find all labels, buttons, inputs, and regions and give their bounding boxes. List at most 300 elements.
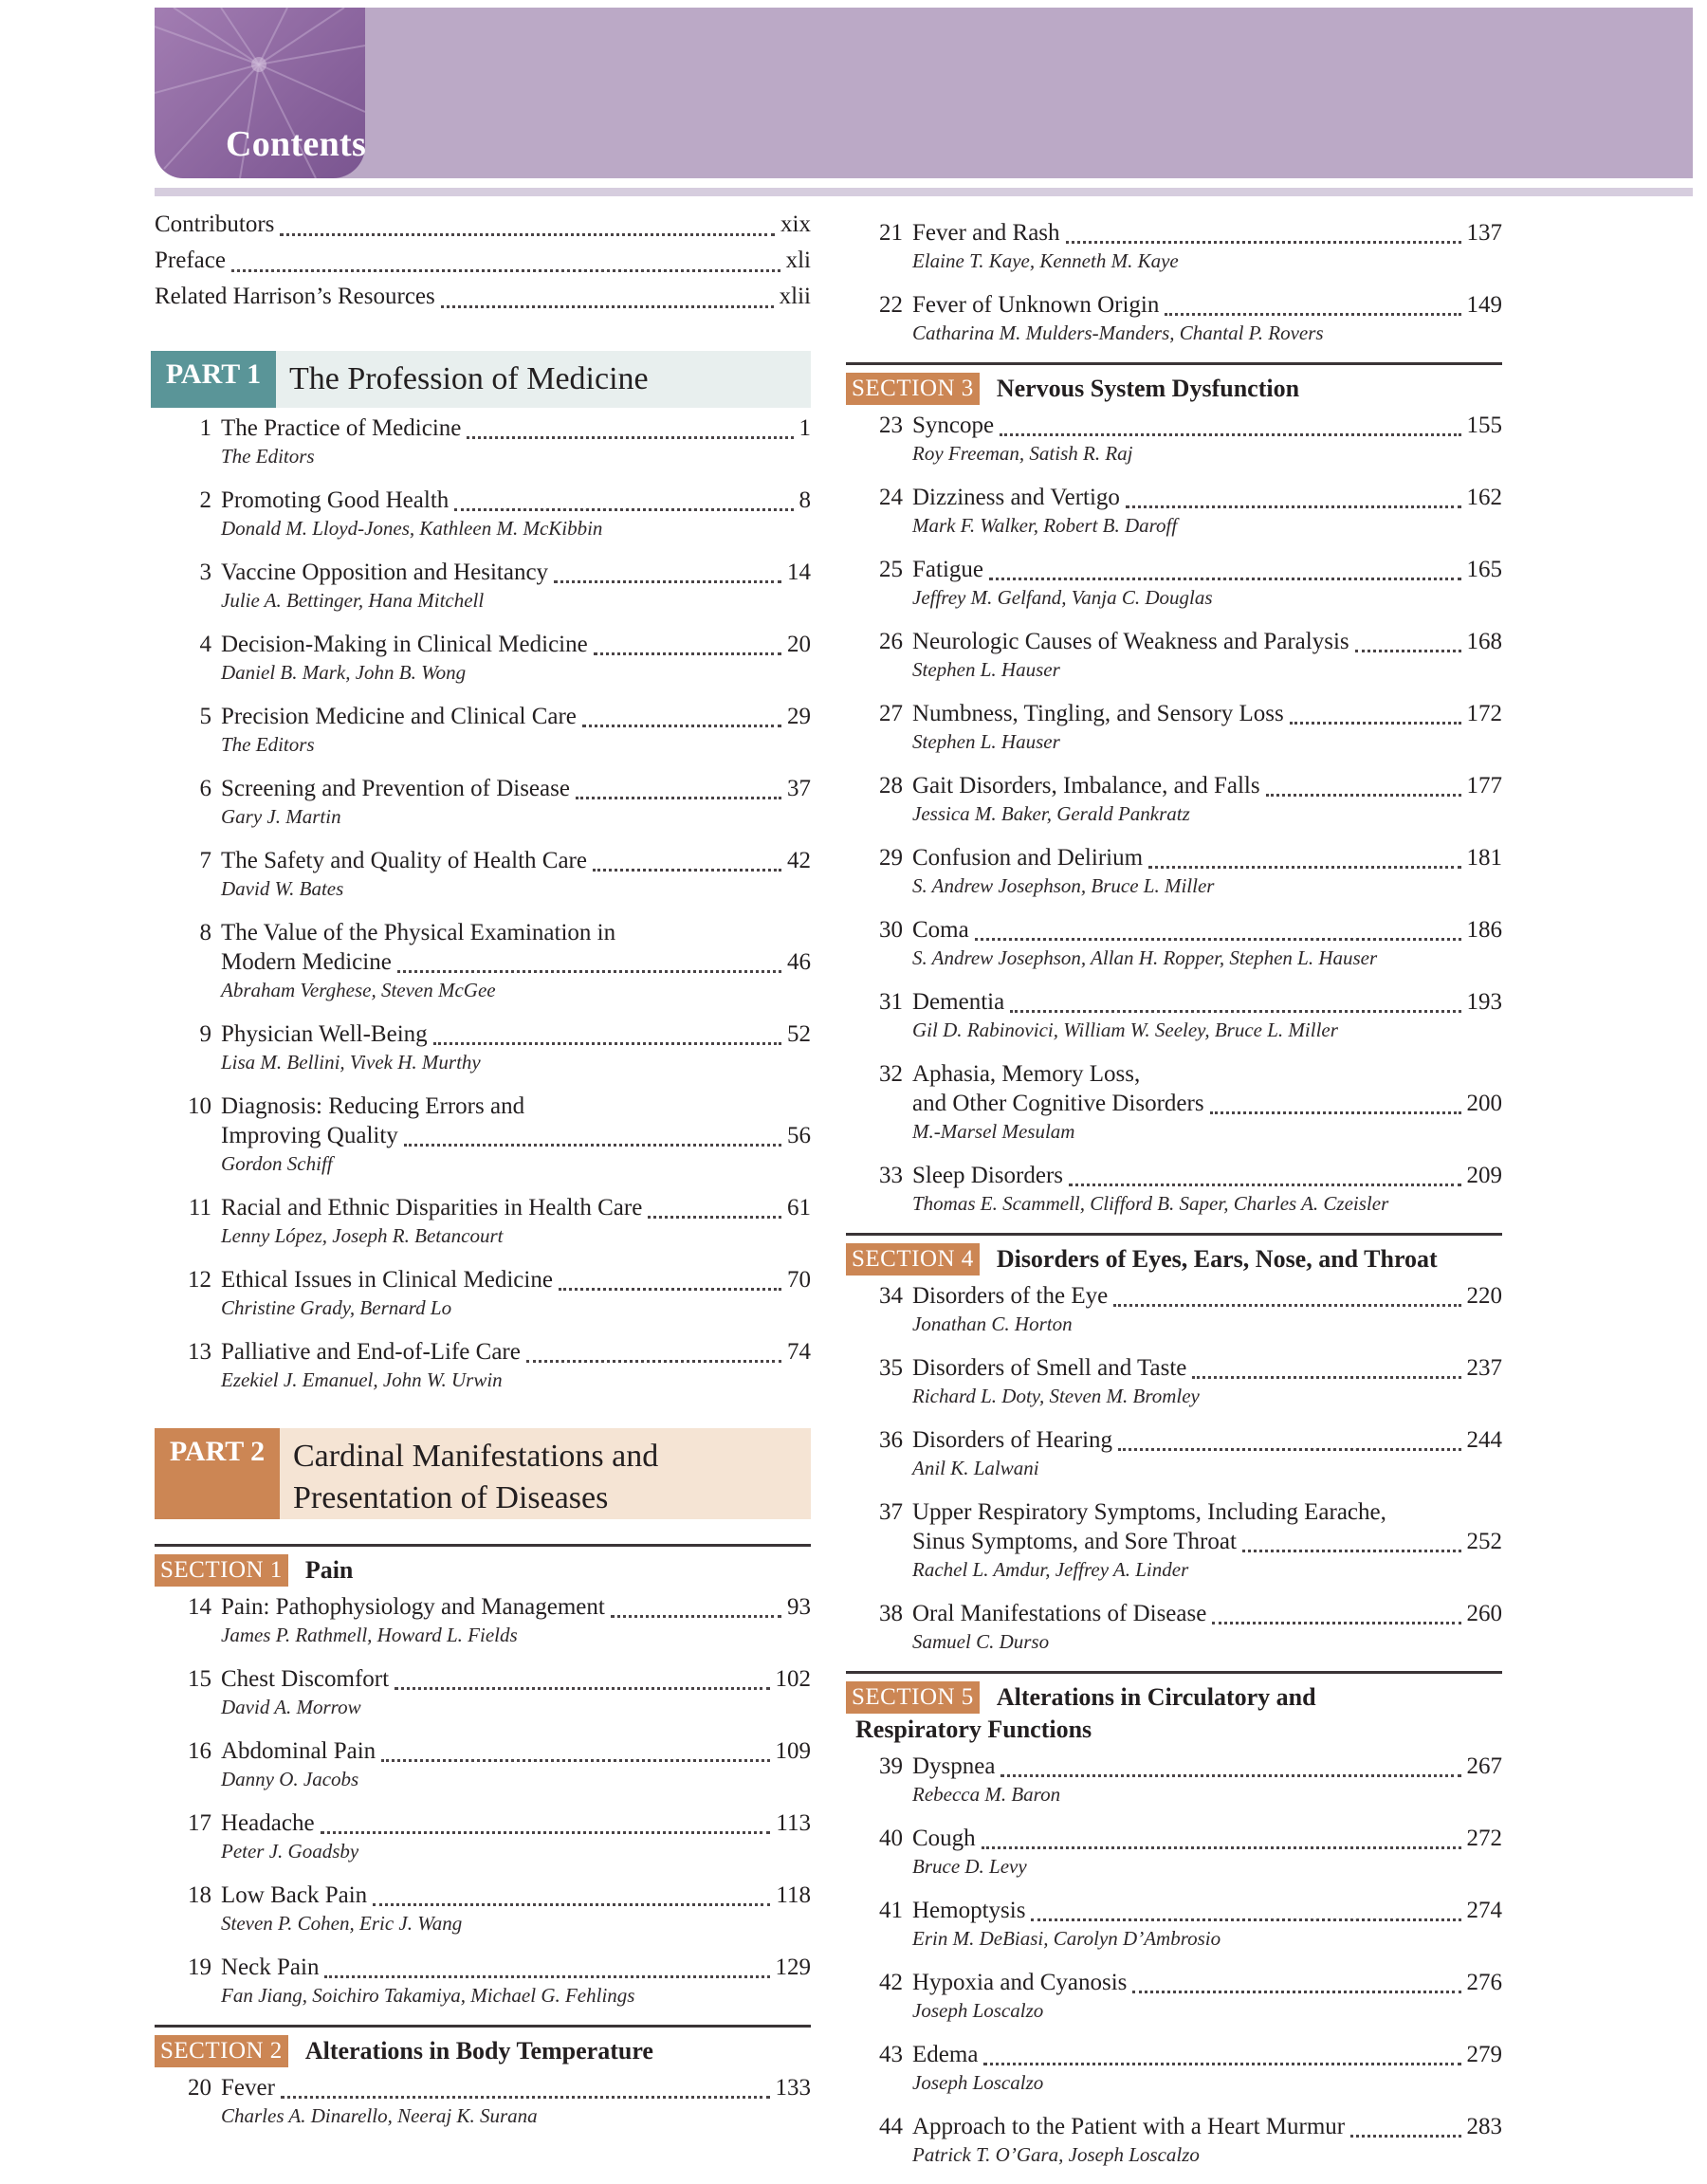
header-rule (155, 188, 1693, 196)
chapter-authors: David W. Bates (221, 877, 344, 900)
chapter-authors: Stephen L. Hauser (912, 730, 1060, 753)
chapter-number: 20 (188, 2075, 211, 2101)
chapter-entry[interactable] (846, 1161, 1502, 1218)
chapter-entry[interactable] (155, 486, 811, 542)
part-2-heading (155, 1428, 811, 1519)
chapter-title: Cough (912, 1826, 976, 1851)
chapter-title: Low Back Pain (221, 1882, 368, 1908)
page-number: 272 (1466, 1826, 1502, 1851)
chapter-entry[interactable] (846, 699, 1502, 756)
leader-dots (1266, 794, 1461, 797)
chapter-title: The Safety and Quality of Health Care (221, 848, 587, 873)
leader-dots (975, 938, 1461, 941)
chapter-number: 27 (879, 701, 903, 726)
chapter-entry[interactable] (155, 918, 811, 1004)
chapter-title: Dyspnea (912, 1753, 996, 1779)
chapter-number: 13 (188, 1339, 211, 1365)
chapter-entry[interactable] (846, 1425, 1502, 1482)
leader-dots (321, 1831, 771, 1834)
chapter-number: 22 (879, 292, 903, 318)
part-label: PART 2 (155, 1428, 280, 1519)
leader-dots (1126, 505, 1461, 508)
front-matter-item[interactable]: Preface xli (155, 248, 811, 273)
page-number: 93 (787, 1594, 811, 1620)
chapter-entry[interactable] (155, 630, 811, 687)
chapter-authors: The Editors (221, 733, 315, 756)
chapter-authors: Jeffrey M. Gelfand, Vanja C. Douglas (912, 586, 1213, 609)
chapter-title: Pain: Pathophysiology and Management (221, 1594, 605, 1620)
chapter-authors: Richard L. Doty, Steven M. Bromley (912, 1385, 1200, 1407)
chapter-number: 35 (879, 1355, 903, 1381)
page-number: 162 (1466, 485, 1502, 510)
chapter-authors: Bruce D. Levy (912, 1855, 1027, 1878)
part-1-heading (151, 351, 811, 408)
chapter-number: 12 (188, 1267, 211, 1293)
leader-dots (373, 1903, 770, 1906)
page-number: 186 (1466, 917, 1502, 943)
chapter-number: 23 (879, 413, 903, 438)
section-label: SECTION 2 (155, 2035, 288, 2067)
section-title: Alterations in Body Temperature (304, 2037, 653, 2065)
chapter-entry[interactable] (155, 1337, 811, 1394)
chapter-number: 17 (188, 1810, 211, 1836)
leader-dots (1066, 241, 1461, 244)
chapter-entry[interactable] (155, 413, 811, 470)
chapter-number: 8 (199, 920, 211, 945)
leader-dots (1031, 1918, 1460, 1921)
chapter-title: Chest Discomfort (221, 1666, 390, 1692)
chapter-entry[interactable] (846, 483, 1502, 540)
page-number: 279 (1466, 2042, 1502, 2067)
chapter-entry[interactable] (155, 1736, 811, 1793)
chapter-entry[interactable] (155, 1664, 811, 1721)
page-number: 20 (787, 632, 811, 657)
front-matter-item[interactable]: Contributors xix (155, 211, 811, 237)
chapter-number: 1 (199, 415, 211, 441)
chapter-number: 41 (879, 1898, 903, 1923)
section-label: SECTION 3 (846, 373, 980, 405)
chapter-number: 26 (879, 629, 903, 654)
page-number: 165 (1466, 557, 1502, 582)
chapter-authors: Roy Freeman, Satish R. Raj (912, 442, 1133, 465)
chapter-number: 2 (199, 487, 211, 513)
chapter-number: 32 (879, 1061, 903, 1087)
page-number: 168 (1466, 629, 1502, 654)
chapter-title: Improving Quality (221, 1123, 398, 1148)
page-number: 172 (1466, 701, 1502, 726)
right-sections (846, 218, 1502, 2169)
leader-dots (594, 652, 781, 655)
chapter-number: 25 (879, 557, 903, 582)
section-block (846, 1671, 1502, 2169)
chapter-entry[interactable] (846, 1896, 1502, 1953)
chapter-title: Confusion and Delirium (912, 845, 1144, 871)
page-number: 133 (775, 2075, 811, 2101)
front-matter (155, 207, 811, 315)
page-number: 237 (1466, 1355, 1502, 1381)
page-number: 220 (1466, 1283, 1502, 1309)
chapter-entry[interactable] (846, 1599, 1502, 1656)
chapter-entry[interactable] (846, 843, 1502, 900)
chapter-number: 34 (879, 1283, 903, 1309)
chapter-number: 44 (879, 2114, 903, 2139)
chapter-title: Screening and Prevention of Disease (221, 776, 570, 801)
section-heading (155, 2025, 811, 2067)
chapter-title: Physician Well-Being (221, 1021, 428, 1047)
page-number: 29 (787, 704, 811, 729)
chapter-title: Oral Manifestations of Disease (912, 1601, 1207, 1626)
chapter-authors: S. Andrew Josephson, Allan H. Ropper, Stephen L. Hauser (912, 946, 1378, 969)
chapter-authors: Samuel C. Durso (912, 1630, 1050, 1653)
chapter-number: 21 (879, 220, 903, 246)
page-number: 177 (1466, 773, 1502, 798)
page-number: 155 (1466, 413, 1502, 438)
chapter-authors: David A. Morrow (221, 1696, 361, 1718)
leader-dots (554, 580, 781, 583)
page-number: 193 (1466, 989, 1502, 1015)
chapter-entry[interactable] (155, 558, 811, 615)
chapter-number: 9 (199, 1021, 211, 1047)
chapter-number: 6 (199, 776, 211, 801)
page-number: 252 (1466, 1529, 1502, 1554)
page-number: 1 (798, 415, 811, 441)
chapter-number: 24 (879, 485, 903, 510)
page-number: 283 (1466, 2114, 1502, 2139)
chapter-entry[interactable] (846, 1353, 1502, 1410)
chapter-title: Decision-Making in Clinical Medicine (221, 632, 588, 657)
chapter-entry[interactable] (846, 2112, 1502, 2169)
leader-dots (1290, 722, 1461, 725)
chapter-number: 16 (188, 1738, 211, 1764)
chapter-title: Palliative and End-of-Life Care (221, 1339, 521, 1365)
leader-dots (983, 2063, 1460, 2065)
chapter-authors: Steven P. Cohen, Eric J. Wang (221, 1912, 463, 1935)
chapter-title: Promoting Good Health (221, 487, 450, 513)
page-number: 37 (787, 776, 811, 801)
chapter-entry[interactable] (155, 774, 811, 831)
leader-dots (1210, 1111, 1461, 1114)
part-label: PART 1 (151, 351, 276, 408)
part-title: Cardinal Manifestations and Presentation of Diseases (280, 1428, 811, 1519)
leader-dots (1069, 1184, 1461, 1186)
chapter-number: 33 (879, 1163, 903, 1188)
chapter-title: Syncope (912, 413, 995, 438)
chapter-authors: Danny O. Jacobs (221, 1768, 359, 1790)
page-number: 61 (787, 1195, 811, 1220)
chapter-entry[interactable] (846, 1752, 1502, 1808)
chapter-title: Neck Pain (221, 1955, 320, 1980)
leader-dots (1132, 1991, 1460, 1993)
chapter-entry[interactable] (155, 1592, 811, 1649)
page-number: 74 (787, 1339, 811, 1365)
page-number: 113 (776, 1810, 811, 1836)
leader-dots (989, 578, 1461, 580)
chapter-number: 14 (188, 1594, 211, 1620)
chapter-authors: Gary J. Martin (221, 805, 341, 828)
section-block (846, 362, 1502, 1218)
chapter-entry[interactable] (155, 846, 811, 903)
chapter-number: 11 (188, 1195, 211, 1220)
chapter-authors: Joseph Loscalzo (912, 2071, 1044, 2094)
chapter-number: 18 (188, 1882, 211, 1908)
page-number: 200 (1466, 1091, 1502, 1116)
leader-dots (982, 1846, 1461, 1849)
part-title: The Profession of Medicine (276, 351, 811, 408)
chapter-title: Upper Respiratory Symptoms, Including Earache, (912, 1499, 1386, 1525)
chapter-authors: Fan Jiang, Soichiro Takamiya, Michael G. Fehlings (221, 1984, 635, 2007)
chapter-number: 36 (879, 1427, 903, 1453)
section-heading (155, 1544, 811, 1587)
section-label: SECTION 5 (846, 1681, 980, 1714)
leader-dots (454, 508, 793, 511)
part-1-chapters (155, 413, 811, 1394)
leader-dots (648, 1216, 781, 1219)
chapter-entry[interactable] (155, 1808, 811, 1865)
chapter-entry[interactable] (846, 1824, 1502, 1881)
page-number: 267 (1466, 1753, 1502, 1779)
chapter-number: 30 (879, 917, 903, 943)
chapter-title: Aphasia, Memory Loss, (912, 1061, 1141, 1087)
section-title-continued: Respiratory Functions (855, 1716, 1092, 1743)
chapter-title: Diagnosis: Reducing Errors and (221, 1093, 525, 1119)
chapter-title: Modern Medicine (221, 949, 392, 975)
section-block (846, 1233, 1502, 1656)
leader-dots (559, 1288, 781, 1291)
page-number: 56 (787, 1123, 811, 1148)
page-number: 70 (787, 1267, 811, 1293)
page-number: 118 (776, 1882, 811, 1908)
chapter-title: Racial and Ethnic Disparities in Health Care (221, 1195, 643, 1220)
leader-dots (324, 1975, 769, 1978)
chapter-title: Disorders of the Eye (912, 1283, 1109, 1309)
chapter-number: 4 (199, 632, 211, 657)
chapter-number: 31 (879, 989, 903, 1015)
chapter-authors: Erin M. DeBiasi, Carolyn D’Ambrosio (912, 1927, 1221, 1950)
chapter-number: 19 (188, 1955, 211, 1980)
chapter-title: Headache (221, 1810, 315, 1836)
chapter-title: Coma (912, 917, 969, 943)
chapter-title: Sleep Disorders (912, 1163, 1063, 1188)
chapter-authors: Lenny López, Joseph R. Betancourt (221, 1224, 504, 1247)
chapter-authors: M.-Marsel Mesulam (912, 1120, 1075, 1143)
leader-dots (397, 970, 781, 973)
chapter-entry[interactable] (846, 555, 1502, 612)
chapter-authors: Charles A. Dinarello, Neeraj K. Surana (221, 2104, 538, 2127)
left-sections (155, 1544, 811, 2130)
chapter-title: Gait Disorders, Imbalance, and Falls (912, 773, 1260, 798)
chapter-authors: Julie A. Bettinger, Hana Mitchell (221, 589, 485, 612)
chapter-entry[interactable] (846, 1059, 1502, 1146)
chapter-title: Numbness, Tingling, and Sensory Loss (912, 701, 1284, 726)
leader-dots (1113, 1304, 1460, 1307)
leader-dots (281, 2096, 770, 2099)
chapter-authors: Gil D. Rabinovici, William W. Seeley, Bruce L. Miller (912, 1019, 1338, 1041)
front-matter-item[interactable]: Related Harrison’s Resources xlii (155, 284, 811, 309)
section-continuation (846, 218, 1502, 347)
leader-dots (611, 1615, 781, 1618)
page-title: Contents (226, 124, 367, 164)
leader-dots (1192, 1376, 1460, 1379)
chapter-title: Fatigue (912, 557, 983, 582)
chapter-title: Edema (912, 2042, 979, 2067)
header-banner (155, 8, 1693, 178)
page-number: 42 (787, 848, 811, 873)
chapter-title: Vaccine Opposition and Hesitancy (221, 560, 549, 585)
chapter-title: The Value of the Physical Examination in (221, 920, 616, 945)
chapter-authors: Mark F. Walker, Robert B. Daroff (912, 514, 1178, 537)
chapter-entry[interactable] (846, 1968, 1502, 2025)
chapter-entry[interactable] (846, 290, 1502, 347)
leader-dots (433, 1042, 781, 1045)
chapter-title: The Practice of Medicine (221, 415, 462, 441)
section-block (155, 1544, 811, 2010)
chapter-entry[interactable] (155, 702, 811, 759)
chapter-title: Disorders of Hearing (912, 1427, 1113, 1453)
chapter-number: 38 (879, 1601, 903, 1626)
chapter-authors: Christine Grady, Bernard Lo (221, 1296, 452, 1319)
leader-dots (576, 797, 781, 799)
chapter-entry[interactable] (846, 1281, 1502, 1338)
page-number: 181 (1466, 845, 1502, 871)
leader-dots (1000, 433, 1460, 436)
chapter-entry[interactable] (846, 771, 1502, 828)
section-title: Pain (304, 1556, 354, 1584)
chapter-authors: Jonathan C. Horton (912, 1312, 1073, 1335)
section-label: SECTION 4 (846, 1243, 980, 1276)
leader-dots (593, 869, 781, 872)
section-title: Disorders of Eyes, Ears, Nose, and Throat (996, 1245, 1438, 1273)
page-number: 274 (1466, 1898, 1502, 1923)
page-number: 129 (775, 1955, 811, 1980)
chapter-number: 7 (199, 848, 211, 873)
chapter-entry[interactable] (155, 1019, 811, 1076)
chapter-authors: Peter J. Goadsby (221, 1840, 359, 1863)
chapter-title: Hemoptysis (912, 1898, 1026, 1923)
page-number: 149 (1466, 292, 1502, 318)
leader-dots (1355, 650, 1461, 652)
chapter-entry[interactable] (846, 987, 1502, 1044)
section-label: SECTION 1 (155, 1554, 288, 1587)
leader-dots (1165, 313, 1460, 316)
chapter-entry[interactable] (846, 915, 1502, 972)
leader-dots (1118, 1448, 1460, 1451)
chapter-entry[interactable] (846, 627, 1502, 684)
chapter-title: Abdominal Pain (221, 1738, 376, 1764)
page-number: 52 (787, 1021, 811, 1047)
chapter-number: 15 (188, 1666, 211, 1692)
leader-dots (1212, 1622, 1460, 1624)
chapter-title: Fever (221, 2075, 275, 2101)
chapter-number: 37 (879, 1499, 903, 1525)
chapter-authors: The Editors (221, 445, 315, 468)
leader-dots (1350, 2135, 1460, 2138)
chapter-title: Fever of Unknown Origin (912, 292, 1160, 318)
section-heading (846, 362, 1502, 405)
chapter-title: Hypoxia and Cyanosis (912, 1970, 1128, 1995)
chapter-authors: Joseph Loscalzo (912, 1999, 1044, 2022)
chapter-entry[interactable] (155, 2073, 811, 2130)
chapter-title: Neurologic Causes of Weakness and Paralysis (912, 629, 1349, 654)
leader-dots (582, 725, 781, 727)
chapter-entry[interactable] (846, 1497, 1502, 1584)
chapter-entry[interactable] (155, 1092, 811, 1178)
chapter-entry[interactable] (155, 1953, 811, 2010)
chapter-entry[interactable] (155, 1881, 811, 1937)
chapter-title: Precision Medicine and Clinical Care (221, 704, 577, 729)
page-number: 209 (1466, 1163, 1502, 1188)
chapter-authors: Thomas E. Scammell, Clifford B. Saper, Charles A. Czeisler (912, 1192, 1389, 1215)
page-number: 244 (1466, 1427, 1502, 1453)
leader-dots (467, 436, 793, 439)
leader-dots (1000, 1774, 1460, 1777)
chapter-title: Dizziness and Vertigo (912, 485, 1120, 510)
chapter-title: Dementia (912, 989, 1005, 1015)
section-heading (846, 1671, 1502, 1714)
chapter-title: Fever and Rash (912, 220, 1060, 246)
chapter-number: 40 (879, 1826, 903, 1851)
chapter-authors: Catharina M. Mulders-Manders, Chantal P. Rovers (912, 321, 1324, 344)
leader-dots (526, 1360, 781, 1363)
chapter-authors: Donald M. Lloyd-Jones, Kathleen M. McKibbin (221, 517, 603, 540)
leader-dots (395, 1687, 769, 1690)
chapter-number: 29 (879, 845, 903, 871)
chapter-authors: Stephen L. Hauser (912, 658, 1060, 681)
chapter-title: Ethical Issues in Clinical Medicine (221, 1267, 553, 1293)
chapter-title: Sinus Symptoms, and Sore Throat (912, 1529, 1237, 1554)
chapter-entry[interactable] (846, 411, 1502, 468)
page-number: 102 (775, 1666, 811, 1692)
chapter-authors: Patrick T. O’Gara, Joseph Loscalzo (912, 2143, 1200, 2166)
chapter-number: 39 (879, 1753, 903, 1779)
toc-column-left (155, 207, 811, 2145)
chapter-authors: Rachel L. Amdur, Jeffrey A. Linder (912, 1558, 1189, 1581)
chapter-authors: Gordon Schiff (221, 1152, 333, 1175)
leader-dots (1148, 866, 1460, 869)
leader-dots (1242, 1550, 1461, 1552)
section-title: Alterations in Circulatory and (996, 1683, 1316, 1711)
section-heading (846, 1233, 1502, 1276)
page-number: 46 (787, 949, 811, 975)
page-number: 14 (787, 560, 811, 585)
chapter-title: Disorders of Smell and Taste (912, 1355, 1187, 1381)
chapter-authors: Abraham Verghese, Steven McGee (221, 979, 496, 1001)
chapter-entry[interactable] (155, 1265, 811, 1322)
chapter-entry[interactable] (846, 218, 1502, 275)
chapter-authors: Ezekiel J. Emanuel, John W. Urwin (221, 1368, 503, 1391)
leader-dots (1010, 1010, 1460, 1013)
chapter-number: 28 (879, 773, 903, 798)
chapter-number: 3 (199, 560, 211, 585)
page-number: 260 (1466, 1601, 1502, 1626)
section-block (155, 2025, 811, 2130)
chapter-number: 42 (879, 1970, 903, 1995)
chapter-authors: Elaine T. Kaye, Kenneth M. Kaye (912, 249, 1179, 272)
leader-dots (404, 1144, 781, 1147)
chapter-authors: Lisa M. Bellini, Vivek H. Murthy (221, 1051, 481, 1074)
chapter-number: 10 (188, 1093, 211, 1119)
chapter-authors: S. Andrew Josephson, Bruce L. Miller (912, 874, 1215, 897)
toc-column-right (846, 207, 1502, 2184)
chapter-title: and Other Cognitive Disorders (912, 1091, 1204, 1116)
chapter-authors: Rebecca M. Baron (912, 1783, 1061, 1806)
chapter-authors: Anil K. Lalwani (912, 1457, 1039, 1479)
chapter-entry[interactable] (155, 1193, 811, 1250)
chapter-title: Approach to the Patient with a Heart Murmur (912, 2114, 1346, 2139)
chapter-entry[interactable] (846, 2040, 1502, 2097)
chapter-authors: Jessica M. Baker, Gerald Pankratz (912, 802, 1190, 825)
leader-dots (381, 1759, 769, 1762)
section-title: Nervous System Dysfunction (996, 375, 1300, 402)
